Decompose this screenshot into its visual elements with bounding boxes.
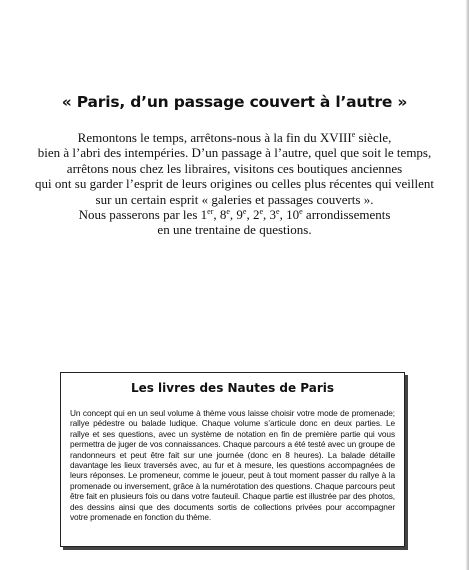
superscript: e xyxy=(351,130,356,139)
intro-line: sur un certain esprit « galeries et passages couverts ». xyxy=(95,191,374,207)
intro-line: bien à l’abri des intempéries. D’un passage à l’autre, quel que soit le temps, xyxy=(37,145,432,161)
intro-text: Remontons le temps, arrêtons-nous à la fin du XVIII xyxy=(77,130,352,145)
superscript: e xyxy=(276,207,280,217)
intro-paragraph xyxy=(20,130,449,238)
box-title: Les livres des Nautes de Paris xyxy=(130,381,335,395)
info-box xyxy=(60,372,405,547)
intro-line: en une trentaine de questions. xyxy=(157,222,312,238)
intro-line xyxy=(20,130,449,145)
box-body xyxy=(70,408,395,522)
intro-text: , 3 xyxy=(263,207,277,223)
page-title: « Paris, d’un passage couvert à l’autre » xyxy=(61,93,408,111)
intro-text: , 8 xyxy=(213,207,227,223)
superscript: er xyxy=(207,207,214,217)
superscript: e xyxy=(226,207,230,217)
superscript: e xyxy=(259,207,264,217)
intro-text: Nous passerons par les 1 xyxy=(78,207,208,223)
intro-text: , 9 xyxy=(229,207,243,223)
superscript: e xyxy=(299,207,303,217)
box-paragraph: Un concept qui en un seul volume à thème vous laisse choisir votre mode de promenade; rallye pédestre ou balade ludique. Chaque volume s’articule donc en deux parties. Le rallye et ses questions, avec un système de notation en fin de première partie qui vous permettra de juger de vos connaissances. Chaque parcours a été testé avec un groupe de randonneurs et peut être fait sur une journée (donc en 8 heures). La balade détaille davantage les lieux traversés avec, au fur et à mesure, les questions accompagnées de leurs réponses. Le promeneur, comme le joueur, peut à tout moment passer du rallye à la promenade ou inversement, grâce à la numérotation des questions. Chaque parcours peut être fait en plusieurs fois ou dans votre fauteuil. Chaque partie est illustrée par des photos, des dessins ainsi que des documents sortis de collections privées pour accompagner votre promenade en fonction du thème. xyxy=(70,408,395,523)
intro-line xyxy=(20,207,449,222)
intro-text: , 2 xyxy=(246,207,260,223)
intro-line: qui ont su garder l’esprit de leurs origines ou celles plus récentes qui veillent xyxy=(35,176,434,192)
intro-text: siècle, xyxy=(355,130,392,145)
intro-text: arrondissements xyxy=(302,207,391,223)
superscript: e xyxy=(242,207,247,217)
intro-text: , 10 xyxy=(279,207,300,223)
intro-line: arrêtons nous chez les libraires, visitons ces boutiques anciennes xyxy=(66,160,403,176)
